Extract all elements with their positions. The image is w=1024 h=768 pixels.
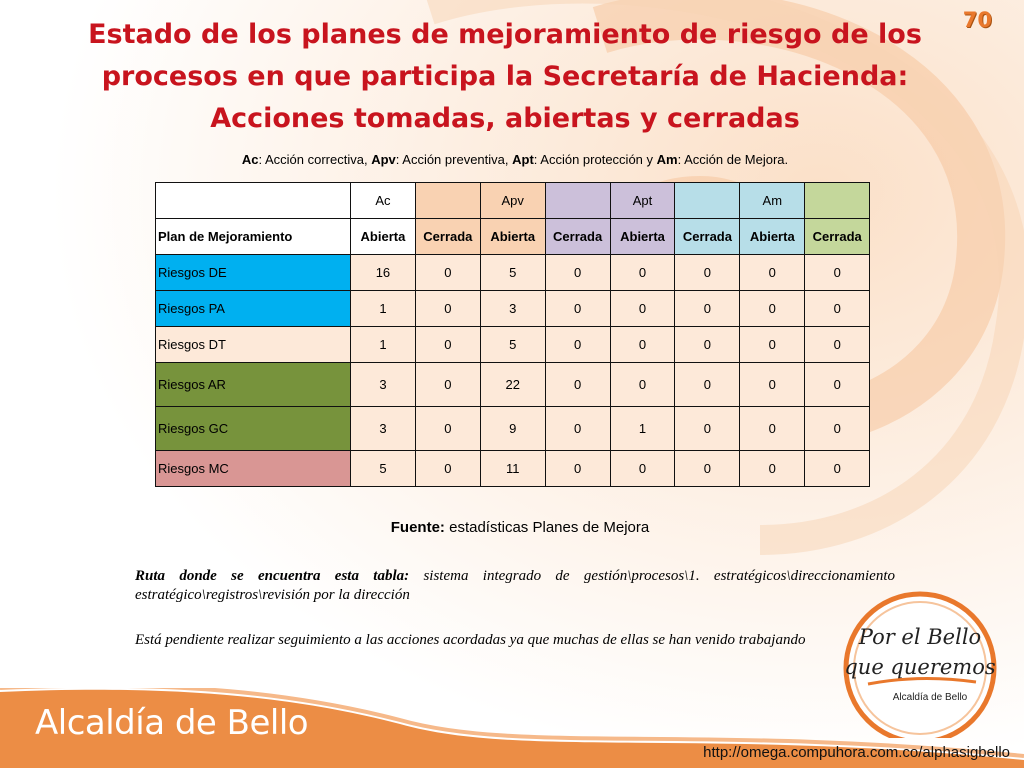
row-value: 0 [805,451,870,487]
row-value: 0 [675,255,740,291]
row-value: 0 [740,291,805,327]
table-row [156,255,870,291]
row-value: 0 [415,363,480,407]
group-header-apt: Apt [610,183,675,219]
row-name: Riesgos GC [156,407,351,451]
row-value: 0 [545,407,610,451]
plan-column-header: Plan de Mejoramiento [156,219,351,255]
row-value: 0 [415,451,480,487]
actions-table [155,182,870,487]
table-group-header-row [156,183,870,219]
row-value: 0 [675,407,740,451]
legend-apt-text: : Acción protección y [533,152,657,167]
group-header-apv: Apv [480,183,545,219]
subheader-apv-cerrada: Cerrada [545,219,610,255]
row-value: 0 [740,255,805,291]
row-value: 11 [480,451,545,487]
legend-am-text: : Acción de Mejora. [677,152,789,167]
subheader-am-cerrada: Cerrada [805,219,870,255]
row-value: 16 [351,255,416,291]
group-header-ac: Ac [351,183,416,219]
table-subheader-row [156,219,870,255]
row-value: 1 [351,327,416,363]
row-value: 3 [351,407,416,451]
row-value: 0 [740,327,805,363]
source-caption [150,519,890,536]
row-value: 0 [805,407,870,451]
row-value: 0 [740,451,805,487]
abbreviation-legend [150,152,880,167]
row-value: 1 [610,407,675,451]
row-value: 0 [610,255,675,291]
subheader-apv-abierta: Abierta [480,219,545,255]
row-value: 22 [480,363,545,407]
table-row [156,451,870,487]
row-name: Riesgos DT [156,327,351,363]
route-label: Ruta donde se encuentra esta tabla: [135,568,410,584]
row-value: 0 [545,291,610,327]
row-name: Riesgos DE [156,255,351,291]
page-number: 70 [962,8,992,32]
legend-ac-text: : Acción correctiva, [258,152,372,167]
row-value: 3 [351,363,416,407]
table-row [156,363,870,407]
row-value: 0 [740,363,805,407]
row-value: 0 [415,255,480,291]
row-value: 0 [415,407,480,451]
subheader-ac-cerrada: Cerrada [415,219,480,255]
row-value: 0 [545,255,610,291]
subheader-apt-cerrada: Cerrada [675,219,740,255]
row-value: 0 [415,327,480,363]
source-text: estadísticas Planes de Mejora [444,519,650,536]
subheader-apt-abierta: Abierta [610,219,675,255]
legend-ac-abbr: Ac [241,152,259,167]
page-title: Estado de los planes de mejoramiento de riesgo de los procesos en que participa la Secretaría de Hacienda: Acciones tomadas, abiertas y cerradas [88,19,922,134]
row-value: 5 [351,451,416,487]
row-value: 9 [480,407,545,451]
row-name: Riesgos AR [156,363,351,407]
row-value: 1 [351,291,416,327]
group-header-apv-fill [545,183,610,219]
row-value: 0 [545,363,610,407]
row-name: Riesgos PA [156,291,351,327]
row-value: 0 [675,451,740,487]
legend-apv-abbr: Apv [371,152,396,167]
row-value: 0 [545,451,610,487]
row-value: 0 [805,327,870,363]
row-value: 5 [480,327,545,363]
route-path: sistema integrado de gestión\procesos\1. estratégicos\direccionamiento estratégico\registros\revisión por la dirección [135,568,895,603]
row-value: 0 [610,363,675,407]
brand-name: Alcaldía de Bello [35,703,309,743]
row-value: 5 [480,255,545,291]
route-paragraph [135,567,895,605]
row-value: 0 [805,363,870,407]
seal-logo [828,588,1010,738]
subheader-ac-abierta: Abierta [351,219,416,255]
row-value: 0 [675,291,740,327]
legend-apv-text: : Acción preventiva, [395,152,513,167]
source-label: Fuente: [390,519,445,536]
group-header-ac-fill [415,183,480,219]
group-header-apt-fill [675,183,740,219]
row-value: 0 [675,363,740,407]
row-name: Riesgos MC [156,451,351,487]
table-corner-cell [156,183,351,219]
seal-line-2: que queremos [844,655,996,679]
row-value: 0 [805,255,870,291]
row-value: 0 [610,291,675,327]
row-value: 0 [805,291,870,327]
pending-note: Está pendiente realizar seguimiento a las acciones acordadas ya que muchas de ellas se han venido trabajando [135,632,806,648]
row-value: 3 [480,291,545,327]
seal-line-3: Alcaldía de Bello [892,692,968,703]
row-value: 0 [610,451,675,487]
table-row [156,407,870,451]
group-header-am-fill [805,183,870,219]
seal-line-1: Por el Bello [858,625,982,649]
row-value: 0 [675,327,740,363]
table-row [156,291,870,327]
row-value: 0 [415,291,480,327]
group-header-am: Am [740,183,805,219]
row-value: 0 [610,327,675,363]
table-row [156,327,870,363]
footer-url-link[interactable]: http://omega.compuhora.com.co/alphasigbello [703,744,1010,761]
row-value: 0 [545,327,610,363]
subheader-am-abierta: Abierta [740,219,805,255]
row-value: 0 [740,407,805,451]
legend-apt-abbr: Apt [512,152,534,167]
legend-am-abbr: Am [656,152,678,167]
